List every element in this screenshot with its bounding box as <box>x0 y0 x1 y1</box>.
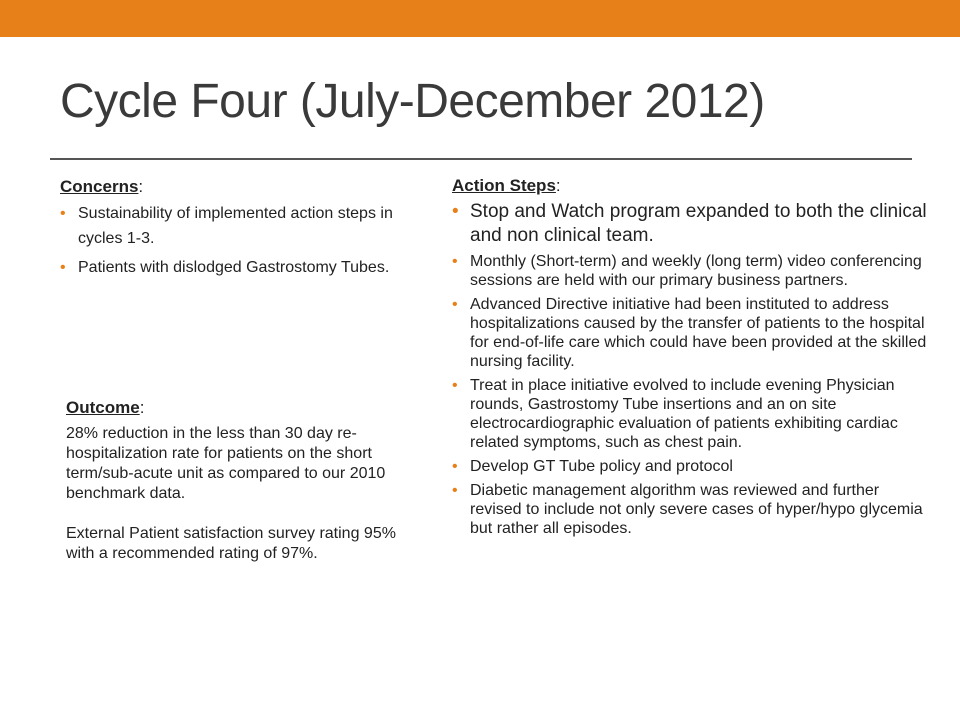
slide-title: Cycle Four (July-December 2012) <box>60 75 765 128</box>
outcome-paragraph: 28% reduction in the less than 30 day re-hospitalization rate for patients on the short term/sub-acute unit as compared to our 2010 benchmark data. <box>66 425 386 502</box>
action-steps-heading: Action Steps: <box>452 176 561 195</box>
action-steps-list <box>452 200 930 538</box>
action-steps-section <box>452 176 930 543</box>
outcome-paragraph: External Patient satisfaction survey rating 95% with a recommended rating of 97%. <box>66 525 396 562</box>
action-steps-heading-label: Action Steps <box>452 176 556 195</box>
list-item: • Develop GT Tube policy and protocol <box>452 457 930 476</box>
concerns-section <box>60 177 400 280</box>
outcome-section <box>66 398 406 564</box>
list-item: • Advanced Directive initiative had been instituted to address hospitalizations caused by the transfer of patients to the hospital for end-of-life care which could have been provided at the skilled nursing facility. <box>452 295 930 371</box>
accent-top-bar <box>0 0 960 37</box>
outcome-heading: Outcome: <box>66 398 145 417</box>
list-item: • Patients with dislodged Gastrostomy Tubes. <box>60 255 400 280</box>
outcome-heading-label: Outcome <box>66 398 140 417</box>
list-item: • Diabetic management algorithm was reviewed and further revised to include not only severe cases of hyper/hypo glycemia but rather all episodes. <box>452 481 930 538</box>
concerns-list <box>60 201 400 280</box>
list-item: • Treat in place initiative evolved to include evening Physician rounds, Gastrostomy Tube insertions and an on site electrocardiographic evaluation of patients exhibiting cardiac related symptoms, such as chest pain. <box>452 376 930 452</box>
concerns-heading-label: Concerns <box>60 177 139 196</box>
title-divider <box>50 158 912 160</box>
concerns-heading: Concerns: <box>60 177 144 196</box>
list-item: • Sustainability of implemented action steps in cycles 1-3. <box>60 201 400 251</box>
list-item: • Monthly (Short-term) and weekly (long term) video conferencing sessions are held with our primary business partners. <box>452 252 930 290</box>
list-item: • Stop and Watch program expanded to both the clinical and non clinical team. <box>452 200 930 248</box>
